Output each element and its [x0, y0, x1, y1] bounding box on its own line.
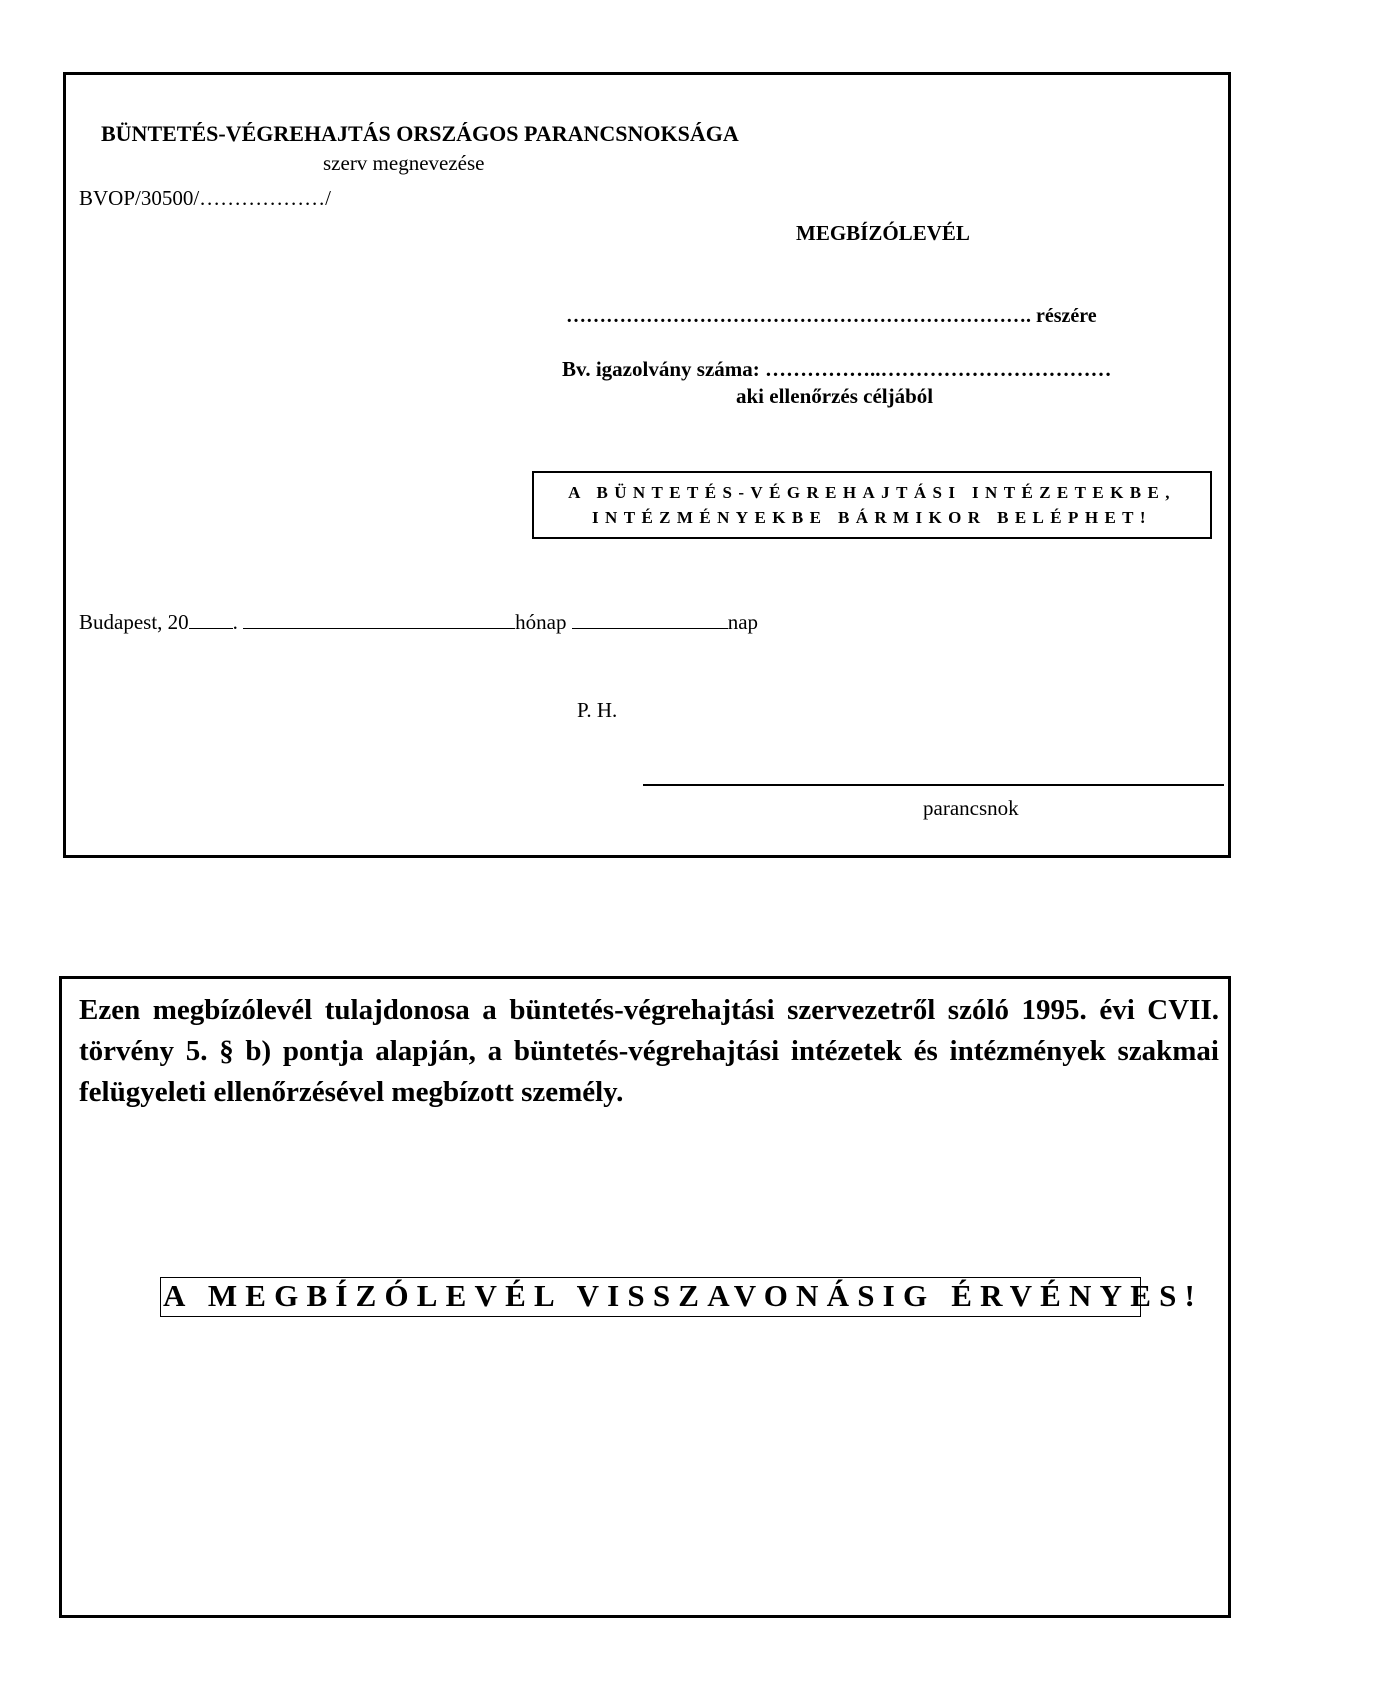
stamp-placeholder: P. H. — [577, 698, 618, 722]
reference-number: BVOP/30500/………………/ — [79, 186, 332, 210]
signature-line — [643, 784, 1224, 786]
purpose-line: aki ellenőrzés céljából — [736, 384, 934, 408]
day-blank — [572, 610, 728, 629]
date-city-year: Budapest, 20 — [79, 610, 189, 634]
year-blank — [189, 610, 233, 629]
date-line — [79, 610, 758, 635]
organization-caption: szerv megnevezése — [323, 151, 485, 175]
month-label: hónap — [515, 610, 567, 634]
authorization-letter-front — [63, 72, 1231, 858]
access-permission-line-2: INTÉZMÉNYEKBE BÁRMIKOR BELÉPHET! — [592, 508, 1152, 527]
access-permission-box — [532, 471, 1212, 539]
legal-basis-text: Ezen megbízólevél tulajdonosa a büntetés-végrehajtási szervezetről szóló 1995. évi CVII. törvény 5. § b) pontja alapján, a büntetés-végrehajtási intézetek és intézmények szakmai felügyeleti ellenőrzésével megbízott személy. — [79, 994, 1219, 1108]
signature-caption: parancsnok — [923, 796, 1019, 820]
day-label: nap — [727, 610, 759, 634]
authorization-letter-back — [59, 976, 1231, 1618]
organization-name: BÜNTETÉS-VÉGREHAJTÁS ORSZÁGOS PARANCSNOKSÁGA — [101, 121, 739, 146]
date-dot: . — [232, 610, 238, 634]
id-card-number-line: Bv. igazolvány száma: ……………..…………………………… — [562, 357, 1112, 381]
validity-notice-box: A MEGBÍZÓLEVÉL VISSZAVONÁSIG ÉRVÉNYES! — [160, 1277, 1141, 1317]
document-title: MEGBÍZÓLEVÉL — [796, 221, 970, 245]
recipient-line: ……………………………………………………………. részére — [566, 305, 1097, 327]
access-permission-line-1: A BÜNTETÉS-VÉGREHAJTÁSI INTÉZETEKBE, — [568, 483, 1176, 502]
month-blank — [243, 610, 515, 629]
